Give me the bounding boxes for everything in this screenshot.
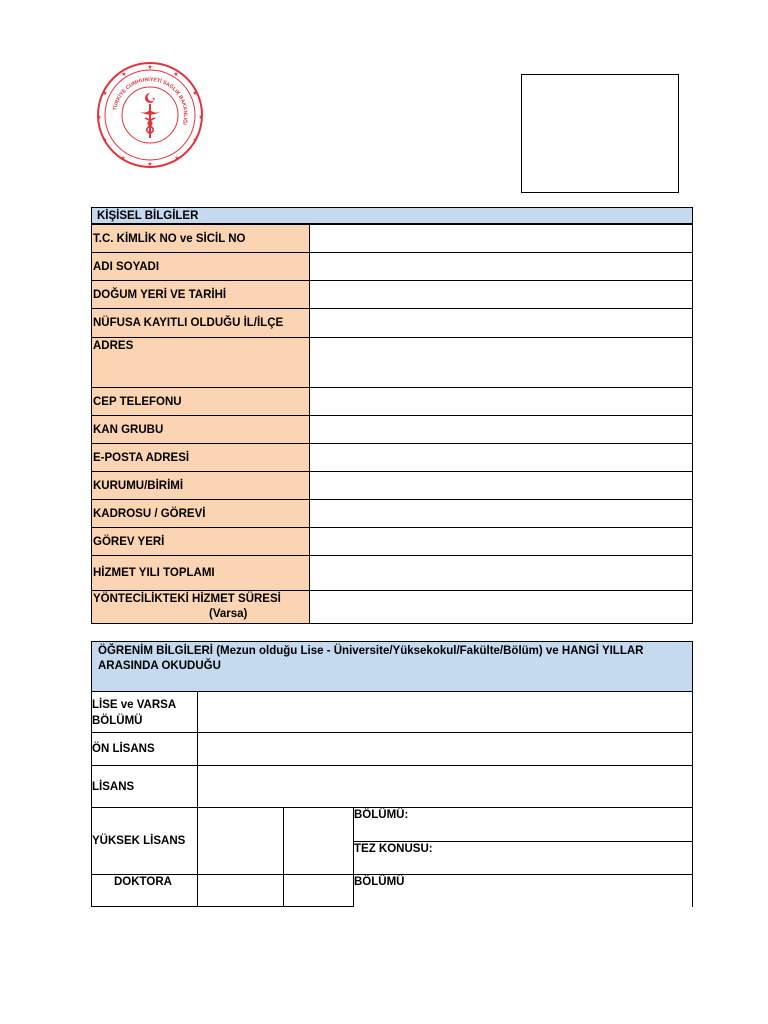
associate-field[interactable]: [197, 732, 693, 766]
masters-department-field[interactable]: BÖLÜMÜ:: [353, 807, 693, 842]
svg-text:★: ★: [120, 156, 126, 162]
education-header: ÖĞRENİM BİLGİLERİ (Mezun olduğu Lise - Üniversite/Yüksekokul/Fakülte/Bölüm) ve HANGİ YILLAR ARASINDA OKUDUĞU: [91, 641, 693, 692]
svg-text:★: ★: [198, 115, 204, 121]
blood-field[interactable]: [309, 415, 693, 444]
svg-text:★: ★: [192, 138, 198, 144]
management-service-field[interactable]: [309, 590, 693, 624]
email-label: E-POSTA ADRESİ: [91, 443, 310, 472]
bachelor-label: LİSANS: [91, 765, 198, 808]
registry-field[interactable]: [309, 308, 693, 338]
management-service-label: [91, 590, 310, 624]
svg-text:★: ★: [192, 91, 198, 97]
institution-field[interactable]: [309, 471, 693, 500]
institution-label: KURUMU/BİRİMİ: [91, 471, 310, 500]
phone-label: CEP TELEFONU: [91, 387, 310, 416]
phone-field[interactable]: [309, 387, 693, 416]
tc-field[interactable]: [309, 224, 693, 253]
masters-years-field[interactable]: [283, 807, 354, 875]
svg-text:★: ★: [147, 65, 153, 71]
personal-info-header: KİŞİSEL BİLGİLER: [91, 207, 693, 224]
address-field[interactable]: [309, 337, 693, 388]
svg-text:★: ★: [121, 72, 127, 78]
svg-text:★: ★: [173, 72, 179, 78]
doctorate-years-field[interactable]: [283, 874, 354, 907]
birth-label: DOĞUM YERİ VE TARİHİ: [91, 280, 310, 309]
masters-school-field[interactable]: [197, 807, 284, 875]
svg-text:★: ★: [96, 115, 102, 121]
masters-label: YÜKSEK LİSANS: [91, 807, 198, 875]
email-field[interactable]: [309, 443, 693, 472]
registry-label: NÜFUSA KAYITLI OLDUĞU İL/İLÇE: [91, 308, 310, 338]
svg-text:★: ★: [102, 138, 108, 144]
doctorate-school-field[interactable]: [197, 874, 284, 907]
management-service-label-line1: YÖNTECİLİKTEKİ HİZMET SÜRESİ: [93, 593, 281, 605]
associate-label: ÖN LİSANS: [91, 732, 198, 766]
doctorate-label: DOKTORA: [91, 874, 198, 907]
duty-place-field[interactable]: [309, 527, 693, 556]
thesis-topic-field[interactable]: TEZ KONUSU:: [353, 841, 693, 875]
service-years-label: HİZMET YILI TOPLAMI: [91, 555, 310, 591]
ministry-of-health-logo: [93, 62, 207, 168]
name-label: ADI SOYADI: [91, 252, 310, 281]
photo-box: [521, 74, 679, 193]
svg-text:★: ★: [147, 162, 153, 168]
name-field[interactable]: [309, 252, 693, 281]
duty-place-label: GÖREV YERİ: [91, 527, 310, 556]
svg-text:TÜRKİYE CUMHURİYETİ SAĞLIK BAK: TÜRKİYE CUMHURİYETİ SAĞLIK BAKANLIĞI: [112, 76, 189, 126]
blood-label: KAN GRUBU: [91, 415, 310, 444]
high-school-field[interactable]: [197, 691, 693, 733]
service-years-field[interactable]: [309, 555, 693, 591]
address-label: ADRES: [91, 337, 310, 388]
svg-text:★: ★: [152, 96, 156, 101]
bachelor-field[interactable]: [197, 765, 693, 808]
svg-text:★: ★: [102, 91, 108, 97]
doctorate-department-field[interactable]: BÖLÜMÜ: [353, 874, 693, 907]
svg-text:★: ★: [174, 156, 180, 162]
position-label: KADROSU / GÖREVİ: [91, 499, 310, 528]
management-service-label-line2: (Varsa): [209, 608, 248, 620]
birth-field[interactable]: [309, 280, 693, 309]
high-school-label: LİSE ve VARSA BÖLÜMÜ: [91, 691, 198, 733]
tc-label: T.C. KİMLİK NO ve SİCİL NO: [91, 224, 310, 253]
position-field[interactable]: [309, 499, 693, 528]
